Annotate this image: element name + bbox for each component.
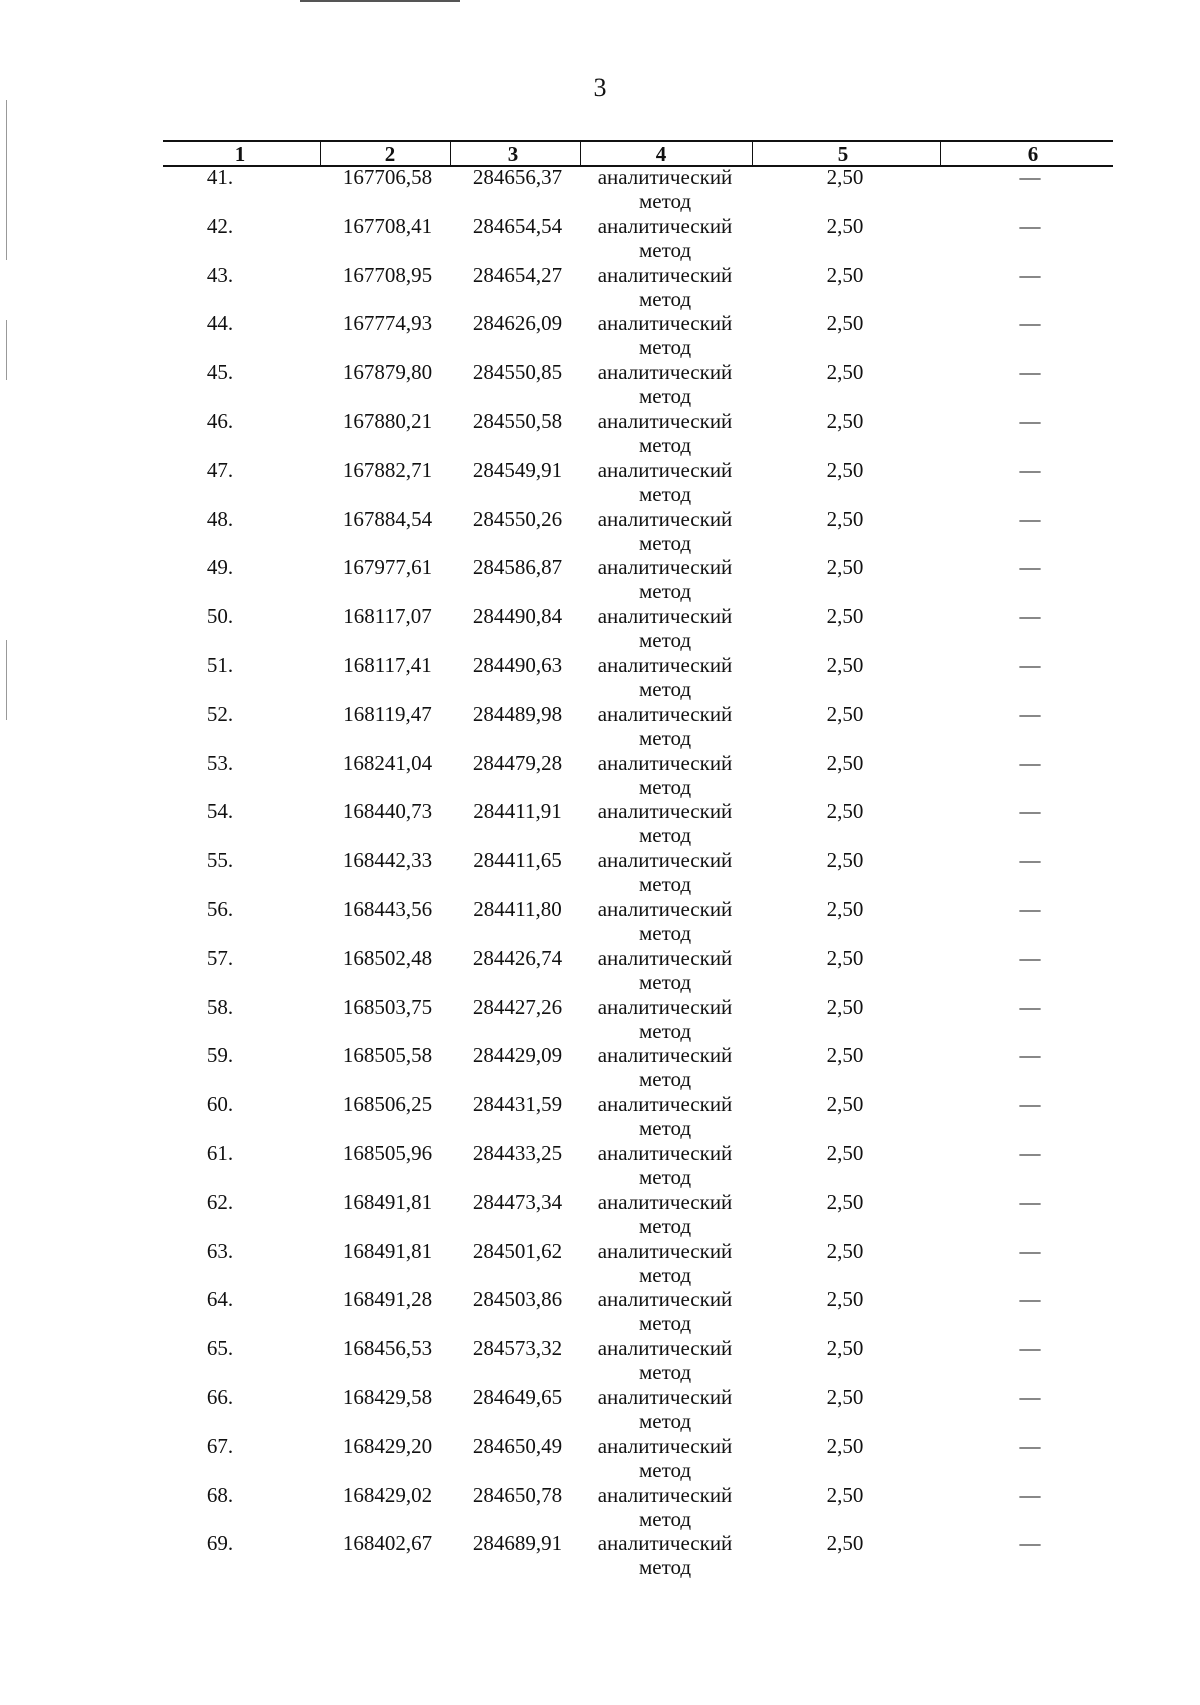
coord-y: 284489,98 — [472, 701, 563, 726]
method-line-1: аналитический — [597, 1531, 733, 1556]
method-cell — [580, 1287, 750, 1335]
method-cell — [580, 263, 750, 311]
method-line-2: метод — [638, 823, 692, 848]
coord-x: 168491,28 — [342, 1287, 433, 1312]
method-cell — [580, 848, 750, 896]
col6-dash: — — [1019, 1189, 1041, 1214]
method-line-2: метод — [638, 481, 692, 506]
point-number: 55. — [206, 848, 234, 873]
method-line-1: аналитический — [597, 311, 733, 336]
method-cell — [580, 1531, 750, 1579]
coord-x: 167882,71 — [342, 457, 433, 482]
coord-x: 168491,81 — [342, 1238, 433, 1263]
point-number: 68. — [206, 1482, 234, 1507]
method-line-1: аналитический — [597, 1043, 733, 1068]
table-row — [0, 1434, 1200, 1483]
table-row — [0, 458, 1200, 507]
method-line-2: метод — [638, 530, 692, 555]
coord-x: 167880,21 — [342, 408, 433, 433]
precision: 2,50 — [826, 213, 864, 238]
col6-dash: — — [1019, 1384, 1041, 1409]
table-row — [0, 165, 1200, 214]
coord-x: 168402,67 — [342, 1531, 433, 1556]
method-line-1: аналитический — [597, 1189, 733, 1214]
point-number: 65. — [206, 1336, 234, 1361]
coord-y: 284411,91 — [473, 799, 562, 824]
precision: 2,50 — [826, 408, 864, 433]
method-line-2: метод — [638, 725, 692, 750]
method-cell — [580, 1336, 750, 1384]
coord-x: 168502,48 — [342, 945, 433, 970]
method-line-2: метод — [638, 1164, 692, 1189]
coord-y: 284473,34 — [472, 1189, 563, 1214]
method-line-2: метод — [638, 579, 692, 604]
coord-x: 168456,53 — [342, 1336, 433, 1361]
method-line-2: метод — [638, 1018, 692, 1043]
method-line-1: аналитический — [597, 1482, 733, 1507]
coord-y: 284626,09 — [472, 311, 563, 336]
coord-x: 168117,41 — [343, 652, 432, 677]
coord-y: 284479,28 — [472, 750, 563, 775]
precision: 2,50 — [826, 604, 864, 629]
precision: 2,50 — [826, 1043, 864, 1068]
col6-dash: — — [1019, 1043, 1041, 1068]
col6-dash: — — [1019, 1140, 1041, 1165]
point-number: 57. — [206, 945, 234, 970]
method-cell — [580, 799, 750, 847]
table-row — [0, 214, 1200, 263]
coord-x: 167774,93 — [342, 311, 433, 336]
coord-y: 284656,37 — [472, 165, 563, 189]
coord-y: 284490,84 — [472, 604, 563, 629]
coord-y: 284490,63 — [472, 652, 563, 677]
coord-x: 168119,47 — [343, 701, 432, 726]
table-row — [0, 409, 1200, 458]
precision: 2,50 — [826, 1433, 864, 1458]
precision: 2,50 — [826, 360, 864, 385]
coord-y: 284431,59 — [472, 1092, 563, 1117]
precision: 2,50 — [826, 1092, 864, 1117]
method-line-2: метод — [638, 969, 692, 994]
col6-dash: — — [1019, 555, 1041, 580]
point-number: 63. — [206, 1238, 234, 1263]
point-number: 52. — [206, 701, 234, 726]
precision: 2,50 — [826, 1189, 864, 1214]
col6-dash: — — [1019, 1238, 1041, 1263]
precision: 2,50 — [826, 1384, 864, 1409]
method-line-1: аналитический — [597, 1092, 733, 1117]
coord-x: 167879,80 — [342, 360, 433, 385]
method-line-1: аналитический — [597, 555, 733, 580]
method-line-2: метод — [638, 1311, 692, 1336]
col6-dash: — — [1019, 457, 1041, 482]
coord-y: 284650,49 — [472, 1433, 563, 1458]
point-number: 45. — [206, 360, 234, 385]
col6-dash: — — [1019, 701, 1041, 726]
point-number: 64. — [206, 1287, 234, 1312]
coord-x: 167708,41 — [342, 213, 433, 238]
point-number: 59. — [206, 1043, 234, 1068]
table-row — [0, 946, 1200, 995]
method-cell — [580, 604, 750, 652]
method-line-2: метод — [638, 1213, 692, 1238]
precision: 2,50 — [826, 555, 864, 580]
method-line-2: метод — [638, 676, 692, 701]
table-row — [0, 1043, 1200, 1092]
method-line-2: метод — [638, 1555, 692, 1580]
method-cell — [580, 409, 750, 457]
method-line-2: метод — [638, 920, 692, 945]
coord-x: 168241,04 — [342, 750, 433, 775]
table-row — [0, 604, 1200, 653]
method-line-2: метод — [638, 1360, 692, 1385]
coord-x: 168429,02 — [342, 1482, 433, 1507]
col6-dash: — — [1019, 408, 1041, 433]
method-cell — [580, 946, 750, 994]
method-line-2: метод — [638, 384, 692, 409]
coord-x: 168491,81 — [342, 1189, 433, 1214]
point-number: 53. — [206, 750, 234, 775]
method-line-1: аналитический — [597, 408, 733, 433]
method-line-1: аналитический — [597, 165, 733, 189]
point-number: 69. — [206, 1531, 234, 1556]
method-line-2: метод — [638, 335, 692, 360]
coord-x: 167708,95 — [342, 262, 433, 287]
table-row — [0, 360, 1200, 409]
method-line-1: аналитический — [597, 994, 733, 1019]
method-cell — [580, 1190, 750, 1238]
table-row — [0, 311, 1200, 360]
coord-y: 284433,25 — [472, 1140, 563, 1165]
point-number: 67. — [206, 1433, 234, 1458]
precision: 2,50 — [826, 750, 864, 775]
method-line-2: метод — [638, 1408, 692, 1433]
coord-y: 284550,85 — [472, 360, 563, 385]
method-cell — [580, 1239, 750, 1287]
method-line-1: аналитический — [597, 360, 733, 385]
precision: 2,50 — [826, 652, 864, 677]
point-number: 66. — [206, 1384, 234, 1409]
precision: 2,50 — [826, 1531, 864, 1556]
coord-y: 284549,91 — [472, 457, 563, 482]
method-line-2: метод — [638, 1067, 692, 1092]
point-number: 47. — [206, 457, 234, 482]
method-line-1: аналитический — [597, 457, 733, 482]
table-row — [0, 1385, 1200, 1434]
col6-dash: — — [1019, 1287, 1041, 1312]
coord-y: 284550,58 — [472, 408, 563, 433]
precision: 2,50 — [826, 994, 864, 1019]
precision: 2,50 — [826, 506, 864, 531]
method-line-2: метод — [638, 1457, 692, 1482]
precision: 2,50 — [826, 1482, 864, 1507]
col6-dash: — — [1019, 1092, 1041, 1117]
col6-dash: — — [1019, 945, 1041, 970]
table-header-row — [163, 140, 1113, 166]
precision: 2,50 — [826, 1140, 864, 1165]
col6-dash: — — [1019, 848, 1041, 873]
table-row — [0, 702, 1200, 751]
coord-x: 167977,61 — [342, 555, 433, 580]
point-number: 49. — [206, 555, 234, 580]
method-line-1: аналитический — [597, 262, 733, 287]
method-line-2: метод — [638, 872, 692, 897]
col6-dash: — — [1019, 994, 1041, 1019]
table-row — [0, 1531, 1200, 1580]
point-number: 54. — [206, 799, 234, 824]
table-row — [0, 799, 1200, 848]
col6-dash: — — [1019, 506, 1041, 531]
coordinate-table-body — [0, 165, 1200, 1580]
point-number: 61. — [206, 1140, 234, 1165]
method-line-2: метод — [638, 1506, 692, 1531]
coord-x: 168503,75 — [342, 994, 433, 1019]
header-col-3: 3 — [507, 142, 519, 166]
precision: 2,50 — [826, 848, 864, 873]
point-number: 42. — [206, 213, 234, 238]
table-row — [0, 1336, 1200, 1385]
col6-dash: — — [1019, 262, 1041, 287]
precision: 2,50 — [826, 311, 864, 336]
header-col-1: 1 — [234, 142, 246, 166]
point-number: 41. — [206, 165, 234, 189]
coord-y: 284411,80 — [473, 896, 562, 921]
header-col-5: 5 — [837, 142, 849, 166]
coord-x: 168117,07 — [343, 604, 432, 629]
method-line-1: аналитический — [597, 945, 733, 970]
point-number: 60. — [206, 1092, 234, 1117]
coord-y: 284501,62 — [472, 1238, 563, 1263]
method-line-2: метод — [638, 1116, 692, 1141]
point-number: 51. — [206, 652, 234, 677]
method-line-1: аналитический — [597, 1336, 733, 1361]
table-row — [0, 555, 1200, 604]
coord-y: 284427,26 — [472, 994, 563, 1019]
method-line-2: метод — [638, 432, 692, 457]
col6-dash: — — [1019, 604, 1041, 629]
coord-x: 168443,56 — [342, 896, 433, 921]
coord-x: 168440,73 — [342, 799, 433, 824]
method-line-1: аналитический — [597, 506, 733, 531]
page-number: 3 — [593, 73, 607, 102]
coord-x: 167884,54 — [342, 506, 433, 531]
coord-y: 284429,09 — [472, 1043, 563, 1068]
table-row — [0, 751, 1200, 800]
table-row — [0, 1483, 1200, 1532]
col6-dash: — — [1019, 652, 1041, 677]
method-cell — [580, 897, 750, 945]
precision: 2,50 — [826, 165, 864, 189]
method-line-1: аналитический — [597, 701, 733, 726]
coord-x: 168506,25 — [342, 1092, 433, 1117]
table-row — [0, 653, 1200, 702]
point-number: 46. — [206, 408, 234, 433]
method-line-1: аналитический — [597, 848, 733, 873]
header-col-2: 2 — [384, 142, 396, 166]
method-line-1: аналитический — [597, 1433, 733, 1458]
coord-x: 168429,58 — [342, 1384, 433, 1409]
precision: 2,50 — [826, 701, 864, 726]
table-row — [0, 507, 1200, 556]
method-cell — [580, 214, 750, 262]
method-line-1: аналитический — [597, 213, 733, 238]
point-number: 50. — [206, 604, 234, 629]
precision: 2,50 — [826, 945, 864, 970]
coord-y: 284689,91 — [472, 1531, 563, 1556]
table-row — [0, 1190, 1200, 1239]
method-cell — [580, 1385, 750, 1433]
method-line-2: метод — [638, 237, 692, 262]
col6-dash: — — [1019, 1531, 1041, 1556]
col6-dash: — — [1019, 799, 1041, 824]
table-row — [0, 1287, 1200, 1336]
col6-dash: — — [1019, 1433, 1041, 1458]
precision: 2,50 — [826, 799, 864, 824]
point-number: 43. — [206, 262, 234, 287]
method-cell — [580, 311, 750, 359]
coord-y: 284654,54 — [472, 213, 563, 238]
method-cell — [580, 1141, 750, 1189]
table-row — [0, 1141, 1200, 1190]
table-row — [0, 1239, 1200, 1288]
method-line-1: аналитический — [597, 1140, 733, 1165]
coord-y: 284649,65 — [472, 1384, 563, 1409]
coord-x: 167706,58 — [342, 165, 433, 189]
coord-y: 284586,87 — [472, 555, 563, 580]
coord-y: 284650,78 — [472, 1482, 563, 1507]
coord-y: 284503,86 — [472, 1287, 563, 1312]
coord-y: 284573,32 — [472, 1336, 563, 1361]
table-row — [0, 263, 1200, 312]
coord-x: 168442,33 — [342, 848, 433, 873]
header-col-4: 4 — [655, 142, 667, 166]
coord-x: 168505,96 — [342, 1140, 433, 1165]
method-cell — [580, 702, 750, 750]
scan-edge-mark — [300, 0, 460, 2]
precision: 2,50 — [826, 896, 864, 921]
precision: 2,50 — [826, 1238, 864, 1263]
point-number: 44. — [206, 311, 234, 336]
method-cell — [580, 507, 750, 555]
col6-dash: — — [1019, 750, 1041, 775]
point-number: 62. — [206, 1189, 234, 1214]
method-line-2: метод — [638, 774, 692, 799]
coord-y: 284550,26 — [472, 506, 563, 531]
precision: 2,50 — [826, 1287, 864, 1312]
col6-dash: — — [1019, 1482, 1041, 1507]
point-number: 58. — [206, 994, 234, 1019]
method-cell — [580, 995, 750, 1043]
table-row — [0, 897, 1200, 946]
method-cell — [580, 555, 750, 603]
method-line-2: метод — [638, 628, 692, 653]
point-number: 56. — [206, 896, 234, 921]
method-cell — [580, 1092, 750, 1140]
coord-x: 168505,58 — [342, 1043, 433, 1068]
coord-y: 284654,27 — [472, 262, 563, 287]
method-line-1: аналитический — [597, 896, 733, 921]
method-line-1: аналитический — [597, 604, 733, 629]
col6-dash: — — [1019, 896, 1041, 921]
precision: 2,50 — [826, 262, 864, 287]
method-cell — [580, 653, 750, 701]
method-cell — [580, 1434, 750, 1482]
method-cell — [580, 458, 750, 506]
method-cell — [580, 751, 750, 799]
method-cell — [580, 1483, 750, 1531]
col6-dash: — — [1019, 165, 1041, 189]
col6-dash: — — [1019, 311, 1041, 336]
method-cell — [580, 360, 750, 408]
table-row — [0, 848, 1200, 897]
method-cell — [580, 1043, 750, 1091]
coord-y: 284411,65 — [473, 848, 562, 873]
col6-dash: — — [1019, 213, 1041, 238]
method-line-1: аналитический — [597, 1287, 733, 1312]
table-row — [0, 1092, 1200, 1141]
col6-dash: — — [1019, 360, 1041, 385]
coord-y: 284426,74 — [472, 945, 563, 970]
col6-dash: — — [1019, 1336, 1041, 1361]
method-line-1: аналитический — [597, 750, 733, 775]
method-line-2: метод — [638, 1262, 692, 1287]
header-col-6: 6 — [1027, 142, 1039, 166]
method-line-2: метод — [638, 286, 692, 311]
precision: 2,50 — [826, 457, 864, 482]
method-line-1: аналитический — [597, 652, 733, 677]
coord-x: 168429,20 — [342, 1433, 433, 1458]
method-line-2: метод — [638, 189, 692, 213]
table-row — [0, 995, 1200, 1044]
method-line-1: аналитический — [597, 799, 733, 824]
method-line-1: аналитический — [597, 1384, 733, 1409]
method-line-1: аналитический — [597, 1238, 733, 1263]
point-number: 48. — [206, 506, 234, 531]
precision: 2,50 — [826, 1336, 864, 1361]
method-cell — [580, 165, 750, 213]
